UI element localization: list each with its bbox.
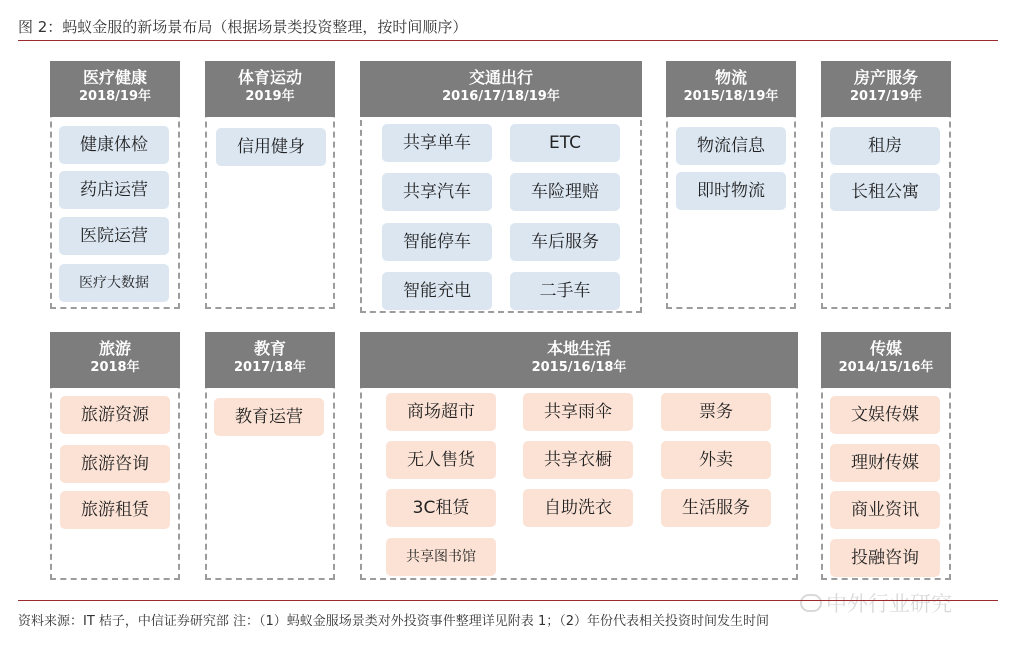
chip-education-1: 教育运营 <box>214 398 324 436</box>
panel-logistics-header <box>666 61 796 117</box>
panel-travel <box>50 332 180 580</box>
panel-travel-header <box>50 332 180 388</box>
chip-local-7: 3C租赁 <box>386 489 496 527</box>
panel-education-years: 2017/18年 <box>233 360 307 375</box>
chip-transport-8: 二手车 <box>510 272 620 310</box>
chip-local-3: 票务 <box>661 393 771 431</box>
chip-sports-1: 信用健身 <box>216 128 326 166</box>
chip-travel-1: 旅游资源 <box>60 396 170 434</box>
panel-travel-name: 旅游 <box>98 339 131 358</box>
panel-logistics <box>666 61 796 309</box>
figure-title: 图 2：蚂蚁金服的新场景布局（根据场景类投资整理，按时间顺序） <box>18 18 468 36</box>
chip-medical-3: 医院运营 <box>59 217 169 255</box>
chip-transport-7: 智能充电 <box>382 272 492 310</box>
chip-transport-4: 车险理赔 <box>510 173 620 211</box>
panel-local-years: 2015/16/18年 <box>531 360 627 375</box>
panel-education-header <box>205 332 335 388</box>
chip-local-1: 商场超市 <box>386 393 496 431</box>
panel-media-name: 传媒 <box>869 339 902 358</box>
panel-education-name: 教育 <box>253 339 286 358</box>
chip-logistics-1: 物流信息 <box>676 127 786 165</box>
chip-transport-2: ETC <box>510 124 620 162</box>
chip-local-9: 生活服务 <box>661 489 771 527</box>
panel-transport-header <box>360 61 642 117</box>
panel-media <box>821 332 951 580</box>
chip-local-10: 共享图书馆 <box>386 538 496 576</box>
panel-sports <box>205 61 335 309</box>
panel-sports-header <box>205 61 335 117</box>
chip-local-8: 自助洗衣 <box>523 489 633 527</box>
footer-divider <box>18 600 998 601</box>
chip-media-3: 商业资讯 <box>830 491 940 529</box>
chip-media-4: 投融咨询 <box>830 539 940 577</box>
panel-sports-years: 2019年 <box>245 89 295 104</box>
panel-housing-years: 2017/19年 <box>849 89 923 104</box>
panel-logistics-years: 2015/18/19年 <box>683 89 779 104</box>
chip-medical-2: 药店运营 <box>59 171 169 209</box>
panel-media-years: 2014/15/16年 <box>838 360 934 375</box>
panel-local <box>360 332 798 580</box>
panel-medical-header <box>50 61 180 117</box>
chip-local-2: 共享雨伞 <box>523 393 633 431</box>
chip-medical-4: 医疗大数据 <box>59 264 169 302</box>
panel-logistics-name: 物流 <box>714 68 747 87</box>
chip-logistics-2: 即时物流 <box>676 172 786 210</box>
chip-travel-2: 旅游咨询 <box>60 445 170 483</box>
chip-transport-1: 共享单车 <box>382 124 492 162</box>
panel-housing-name: 房产服务 <box>853 68 918 87</box>
chip-media-1: 文娱传媒 <box>830 396 940 434</box>
chip-local-5: 共享衣橱 <box>523 441 633 479</box>
panel-local-header <box>360 332 798 388</box>
panel-sports-name: 体育运动 <box>237 68 302 87</box>
title-divider <box>18 40 998 41</box>
chip-transport-3: 共享汽车 <box>382 173 492 211</box>
chip-local-4: 无人售货 <box>386 441 496 479</box>
chip-travel-3: 旅游租赁 <box>60 491 170 529</box>
chip-housing-1: 租房 <box>830 127 940 165</box>
chip-local-6: 外卖 <box>661 441 771 479</box>
watermark-text: 中外行业研究 <box>826 592 952 616</box>
panel-housing <box>821 61 951 309</box>
watermark <box>800 588 952 618</box>
chip-media-2: 理财传媒 <box>830 444 940 482</box>
panel-education <box>205 332 335 580</box>
chip-housing-2: 长租公寓 <box>830 173 940 211</box>
panel-medical-years: 2018/19年 <box>78 89 152 104</box>
panel-housing-header <box>821 61 951 117</box>
panel-transport-name: 交通出行 <box>468 68 533 87</box>
panel-medical-name: 医疗健康 <box>82 68 147 87</box>
footer-source: 资料来源：IT 桔子，中信证券研究部 注：（1）蚂蚁金服场景类对外投资事件整理详见附表 1；（2）年份代表相关投资时间发生时间 <box>18 614 769 629</box>
panel-transport-years: 2016/17/18/19年 <box>442 89 560 104</box>
wechat-icon <box>800 594 822 612</box>
chip-transport-5: 智能停车 <box>382 223 492 261</box>
panel-medical <box>50 61 180 309</box>
panel-local-name: 本地生活 <box>546 339 611 358</box>
panel-transport <box>360 61 642 313</box>
panel-media-header <box>821 332 951 388</box>
chip-transport-6: 车后服务 <box>510 223 620 261</box>
panel-travel-years: 2018年 <box>90 360 140 375</box>
chip-medical-1: 健康体检 <box>59 126 169 164</box>
